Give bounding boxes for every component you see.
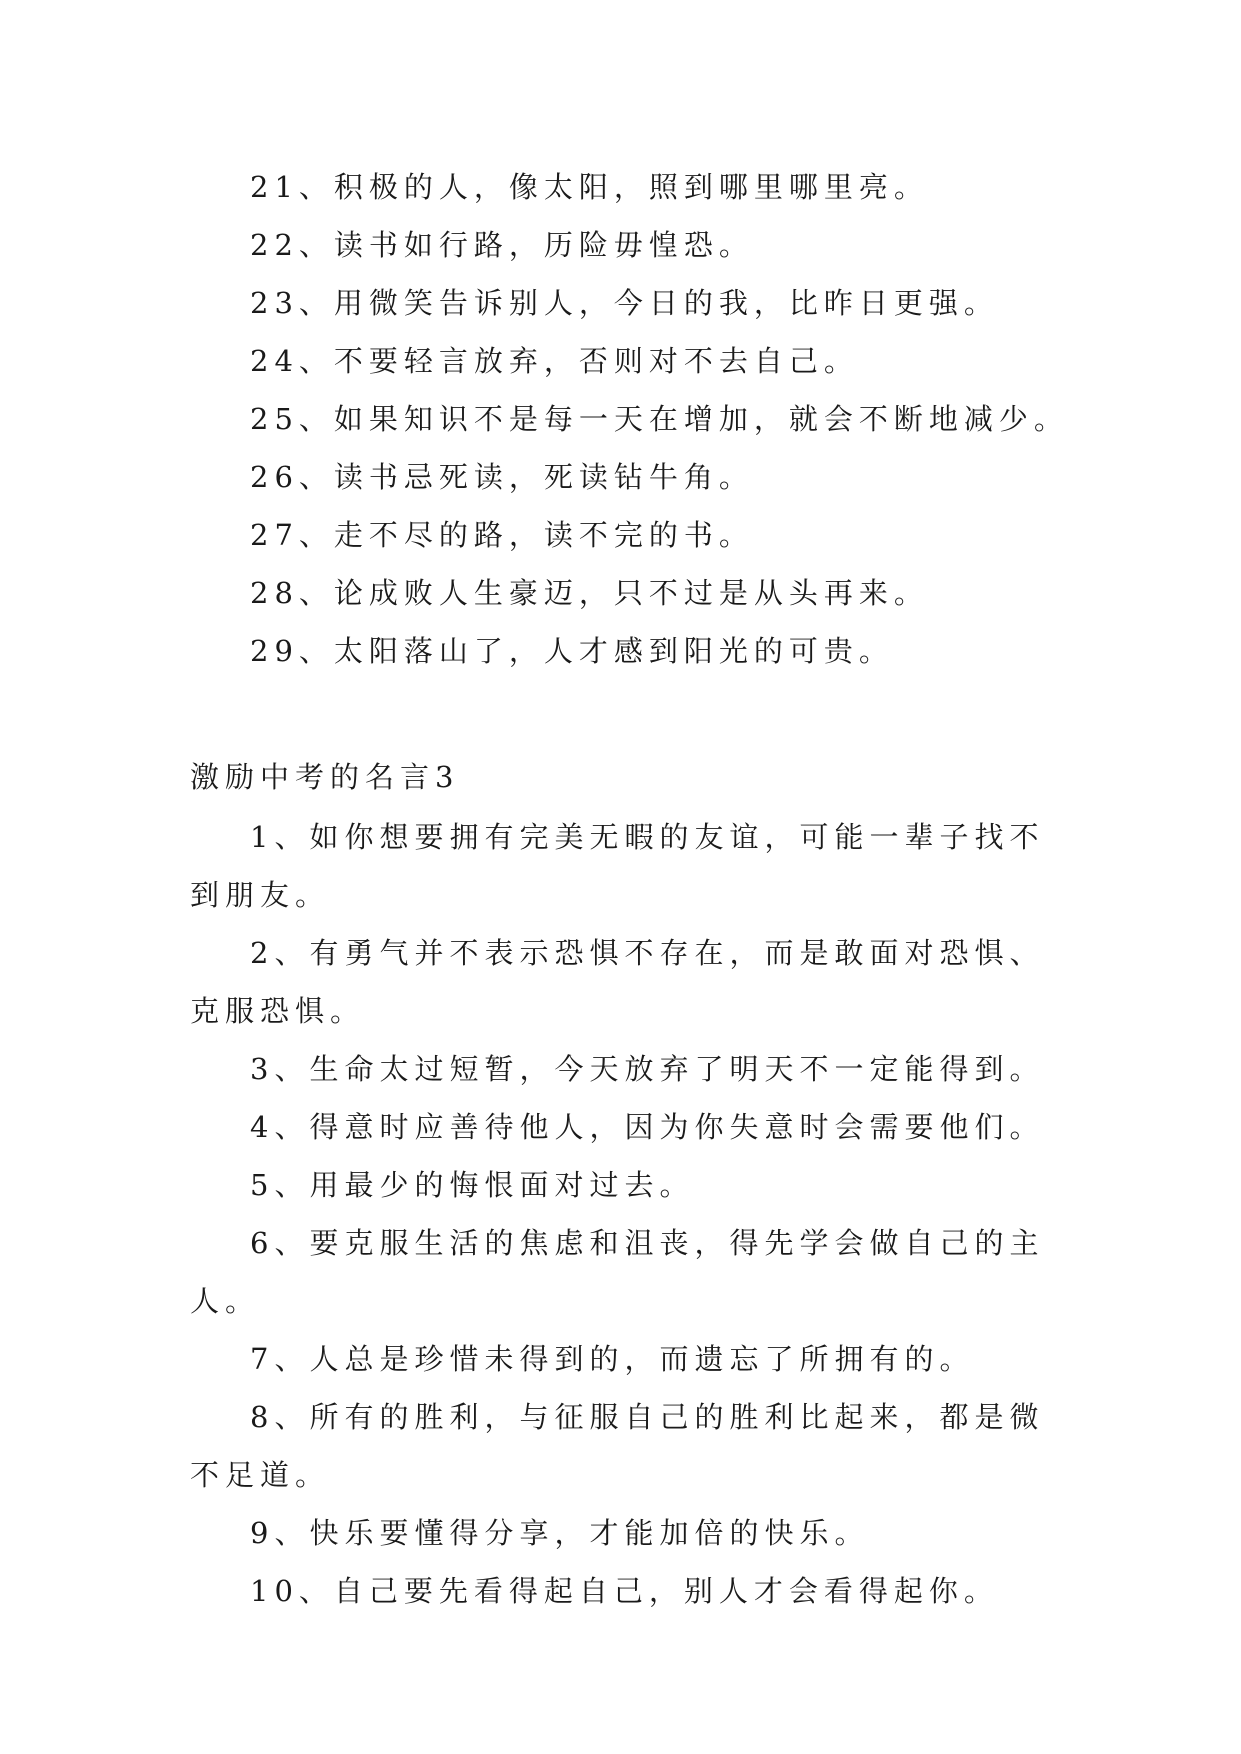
quote-item: 25、如果知识不是每一天在增加，就会不断地减少。 xyxy=(250,402,1069,436)
quote-item: 23、用微笑告诉别人，今日的我，比昨日更强。 xyxy=(250,286,999,320)
quote-item: 21、积极的人，像太阳，照到哪里哪里亮。 xyxy=(250,170,929,204)
quote-item: 24、不要轻言放弃，否则对不去自己。 xyxy=(250,344,859,378)
quote-item: 1、如你想要拥有完美无暇的友谊，可能一辈子找不到朋友。 xyxy=(190,820,1045,912)
quote-item: 8、所有的胜利，与征服自己的胜利比起来，都是微不足道。 xyxy=(190,1400,1045,1492)
quote-item: 28、论成败人生豪迈，只不过是从头再来。 xyxy=(250,576,929,610)
quote-item: 22、读书如行路，历险毋惶恐。 xyxy=(250,228,754,262)
section-heading: 激励中考的名言3 xyxy=(190,760,460,794)
quote-item: 2、有勇气并不表示恐惧不存在，而是敢面对恐惧、克服恐惧。 xyxy=(190,936,1045,1028)
quote-item: 6、要克服生活的焦虑和沮丧，得先学会做自己的主人。 xyxy=(190,1226,1045,1318)
quote-item: 27、走不尽的路，读不完的书。 xyxy=(250,518,754,552)
quote-item: 29、太阳落山了，人才感到阳光的可贵。 xyxy=(250,634,894,668)
quote-section-3 xyxy=(190,748,1070,1620)
quote-item: 5、用最少的悔恨面对过去。 xyxy=(250,1168,695,1202)
quote-item: 4、得意时应善待他人，因为你失意时会需要他们。 xyxy=(250,1110,1045,1144)
quote-item: 7、人总是珍惜未得到的，而遗忘了所拥有的。 xyxy=(250,1342,975,1376)
quote-item: 10、自己要先看得起自己，别人才会看得起你。 xyxy=(250,1574,999,1608)
quote-list-continued xyxy=(190,158,1070,680)
quote-item: 3、生命太过短暂，今天放弃了明天不一定能得到。 xyxy=(250,1052,1045,1086)
quote-item: 9、快乐要懂得分享，才能加倍的快乐。 xyxy=(250,1516,870,1550)
quote-item: 26、读书忌死读，死读钻牛角。 xyxy=(250,460,754,494)
